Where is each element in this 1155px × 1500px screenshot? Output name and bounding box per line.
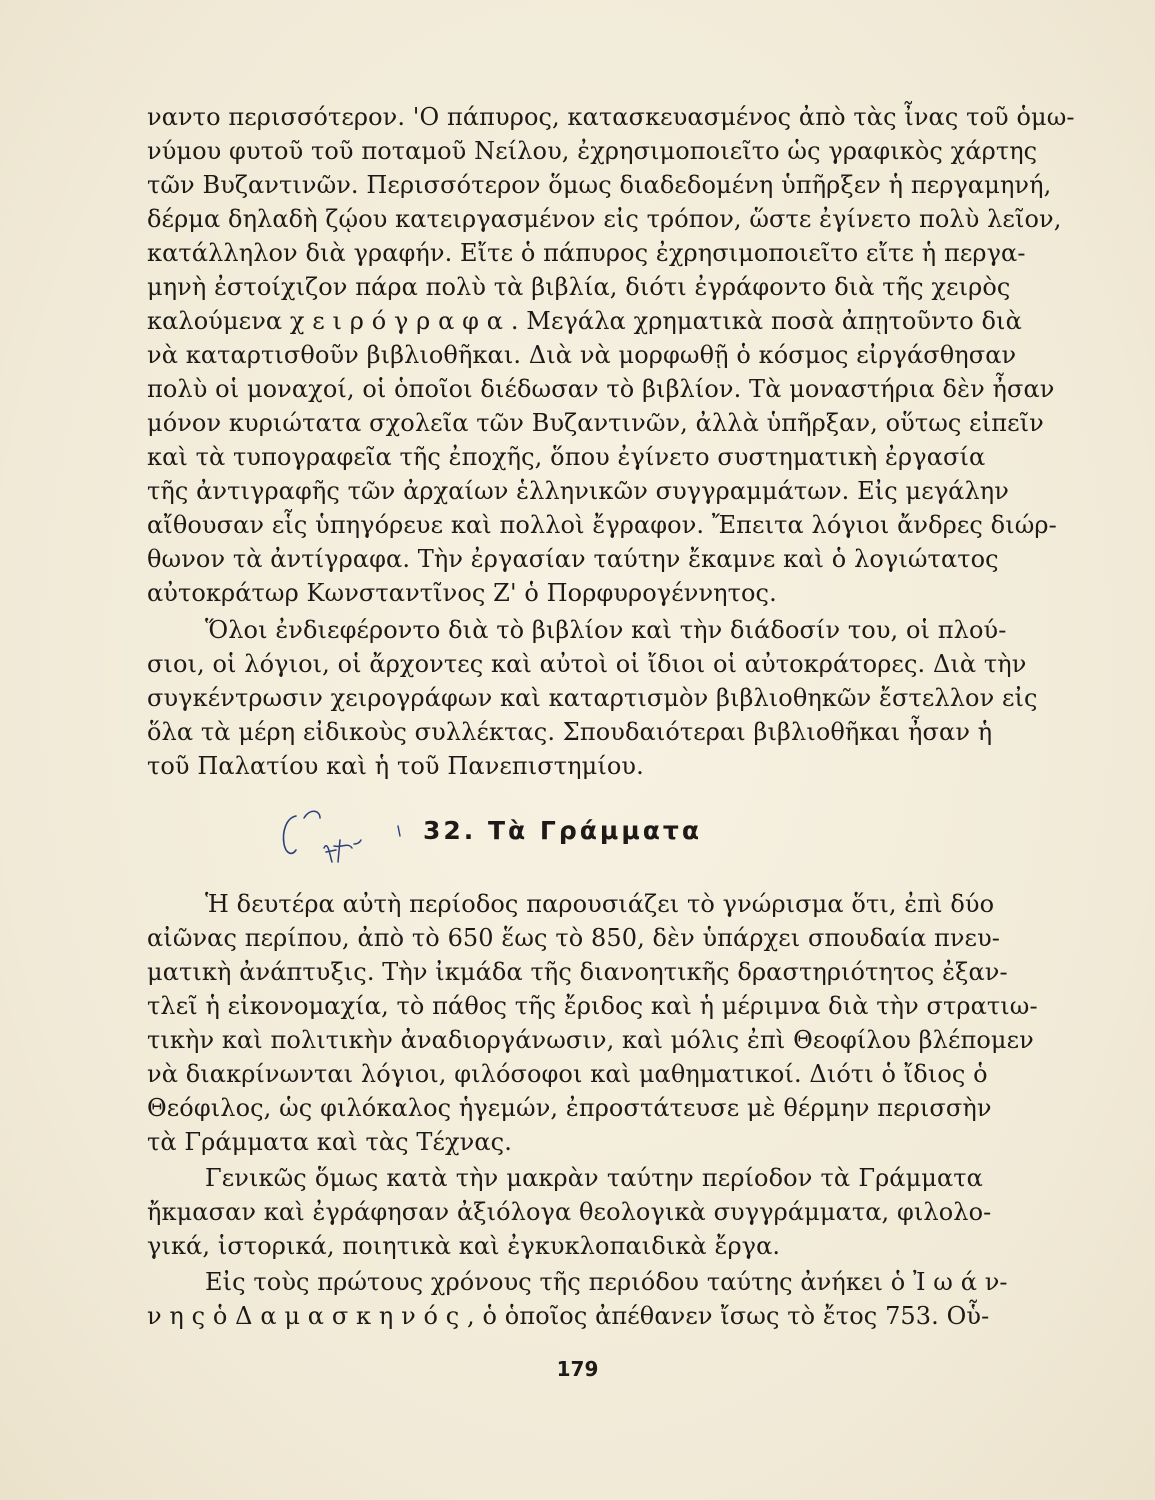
text-line: τῆς ἀντιγραφῆς τῶν ἀρχαίων ἑλληνικῶν συγγραμμάτων. Εἰς μεγάλην [147, 477, 1009, 505]
text-line: ναντο περισσότερον. 'Ο πάπυρος, κατασκευασμένος ἀπὸ τὰς ἶνας τοῦ ὁμω- [147, 103, 1075, 131]
text-line: γικά, ἱστορικά, ποιητικὰ καὶ ἐγκυκλοπαιδικὰ ἔργα. [147, 1232, 781, 1260]
text-line: νύμου φυτοῦ τοῦ ποταμοῦ Νείλου, ἐχρησιμοποιεῖτο ὡς γραφικὸς χάρτης [147, 137, 1038, 165]
text-line: Ὅλοι ἐνδιεφέροντο διὰ τὸ βιβλίον καὶ τὴν διάδοσίν του, οἱ πλού- [205, 616, 1007, 644]
text-line: νὰ διακρίνωνται λόγιοι, φιλόσοφοι καὶ μαθηματικοί. Διότι ὁ ἴδιος ὁ [147, 1060, 988, 1088]
text-line: Γενικῶς ὅμως κατὰ τὴν μακρὰν ταύτην περίοδον τὰ Γράμματα [205, 1164, 983, 1192]
text-line: ἤκμασαν καὶ ἐγράφησαν ἀξιόλογα θεολογικὰ συγγράμματα, φιλολο- [147, 1198, 992, 1226]
text-line: σιοι, οἱ λόγιοι, οἱ ἄρχοντες καὶ αὐτοὶ οἱ ἴδιοι οἱ αὐτοκράτορες. Διὰ τὴν [147, 650, 1027, 678]
text-line: καὶ τὰ τυπογραφεῖα τῆς ἐποχῆς, ὅπου ἐγίνετο συστηματικὴ ἐργασία [147, 443, 986, 471]
text-line: συγκέντρωσιν χειρογράφων καὶ καταρτισμὸν βιβλιοθηκῶν ἔστελλον εἰς [147, 684, 1038, 712]
text-line: αἰῶνας περίπου, ἀπὸ τὸ 650 ἕως τὸ 850, δὲν ὑπάρχει σπουδαία πνευ- [147, 924, 1000, 952]
handwritten-annotation [268, 804, 418, 874]
page-number: 179 [556, 1357, 599, 1381]
text-line: Ἡ δευτέρα αὐτὴ περίοδος παρουσιάζει τὸ γνώρισμα ὅτι, ἐπὶ δύο [205, 890, 995, 918]
text-line: ν η ς ὁ Δ α μ α σ κ η ν ό ς , ὁ ὁποῖος ἀπέθανεν ἴσως τὸ ἔτος 753. Οὗ- [147, 1302, 990, 1330]
text-line: θωνον τὰ ἀντίγραφα. Τὴν ἐργασίαν ταύτην ἔκαμνε καὶ ὁ λογιώτατος [147, 545, 999, 573]
text-line: αἴθουσαν εἷς ὑπηγόρευε καὶ πολλοὶ ἔγραφον. Ἔπειτα λόγιοι ἄνδρες διώρ- [147, 511, 1057, 539]
text-line: τὰ Γράμματα καὶ τὰς Τέχνας. [147, 1128, 512, 1156]
text-line: τλεῖ ἡ εἰκονομαχία, τὸ πάθος τῆς ἔριδος καὶ ἡ μέριμνα διὰ τὴν στρατιω- [147, 992, 1038, 1020]
text-line: τῶν Βυζαντινῶν. Περισσότερον ὅμως διαδεδομένη ὑπῆρξεν ἡ περγαμηνή, [147, 171, 1052, 199]
section-heading-row [268, 804, 828, 874]
text-line: τοῦ Παλατίου καὶ ἡ τοῦ Πανεπιστημίου. [147, 752, 644, 780]
text-line: νὰ καταρτισθοῦν βιβλιοθῆκαι. Διὰ νὰ μορφωθῇ ὁ κόσμος εἰργάσθησαν [147, 341, 1017, 369]
text-line: Θεόφιλος, ὡς φιλόκαλος ἡγεμών, ἐπροστάτευσε μὲ θέρμην περισσὴν [147, 1094, 992, 1122]
text-line: ματικὴ ἀνάπτυξις. Τὴν ἰκμάδα τῆς διανοητικῆς δραστηριότητος ἐξαν- [147, 958, 1008, 986]
text-line: μόνον κυριώτατα σχολεῖα τῶν Βυζαντινῶν, ἀλλὰ ὑπῆρξαν, οὕτως εἰπεῖν [147, 409, 1044, 437]
section-title: 32. Τὰ Γράμματα [423, 816, 703, 845]
text-line: καλούμενα χ ε ι ρ ό γ ρ α φ α . Μεγάλα χρηματικὰ ποσὰ ἀπῃτοῦντο διὰ [147, 307, 1022, 335]
text-line: μηνὴ ἐστοίχιζον πάρα πολὺ τὰ βιβλία, διότι ἐγράφοντο διὰ τῆς χειρὸς [147, 273, 1011, 301]
text-line: αὐτοκράτωρ Κωνσταντῖνος Ζ' ὁ Πορφυρογέννητος. [147, 579, 777, 607]
text-line: Εἰς τοὺς πρώτους χρόνους τῆς περιόδου ταύτης ἀνήκει ὁ Ἰ ω ά ν- [205, 1268, 1008, 1296]
text-line: ὅλα τὰ μέρη εἰδικοὺς συλλέκτας. Σπουδαιότεραι βιβλιοθῆκαι ἦσαν ἡ [147, 718, 993, 746]
text-line: πολὺ οἱ μοναχοί, οἱ ὁποῖοι διέδωσαν τὸ βιβλίον. Τὰ μοναστήρια δὲν ἦσαν [147, 375, 1055, 403]
text-line: δέρμα δηλαδὴ ζῴου κατειργασμένον εἰς τρόπον, ὥστε ἐγίνετο πολὺ λεῖον, [147, 205, 1062, 233]
text-line: τικὴν καὶ πολιτικὴν ἀναδιοργάνωσιν, καὶ μόλις ἐπὶ Θεοφίλου βλέπομεν [147, 1026, 1034, 1054]
text-line: κατάλληλον διὰ γραφήν. Εἴτε ὁ πάπυρος ἐχρησιμοποιεῖτο εἴτε ἡ περγα- [147, 239, 1026, 267]
